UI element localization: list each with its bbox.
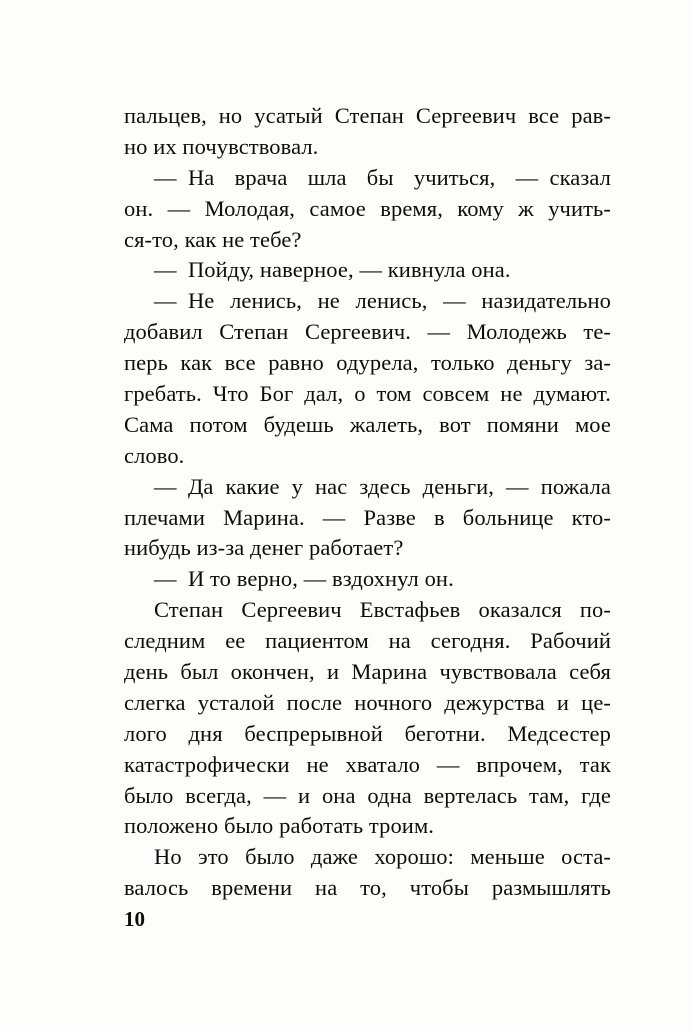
text-line: слово.	[124, 442, 185, 468]
text-line: день был окончен, и Марина чувствовала себя	[124, 659, 611, 685]
text-line: слегка усталой после ночного дежурства и це-	[124, 689, 611, 715]
text-line: лого дня беспрерывной беготни. Медсестер	[124, 720, 611, 746]
text-line: добавил Степан Сергеевич. — Молодежь те-	[124, 319, 611, 345]
text-line: Сама потом будешь жалеть, вот помяни мое	[124, 411, 611, 437]
text-line: было всегда, — и она одна вертелась там, где	[124, 782, 611, 808]
body-text	[124, 101, 611, 904]
text-line: валось времени на то, чтобы размышлять	[124, 875, 611, 901]
text-line: плечами Марина. — Разве в больнице кто-	[124, 504, 611, 530]
text-line: гребать. Что Бог дал, о том совсем не думают.	[124, 381, 611, 407]
text-line: — На врача шла бы учиться, — сказал	[154, 164, 611, 190]
text-line: ся-то, как не тебе?	[124, 226, 302, 252]
text-line: — Да какие у нас здесь деньги, — пожала	[154, 473, 611, 499]
text-line: — И то верно, — вздохнул он.	[154, 566, 454, 592]
text-line: катастрофически не хватало — впрочем, так	[124, 751, 611, 777]
text-line: — Пойду, наверное, — кивнула она.	[154, 257, 511, 283]
text-line: следним ее пациентом на сегодня. Рабочий	[124, 628, 611, 654]
text-line: нибудь из-за денег работает?	[124, 535, 404, 561]
text-line: — Не ленись, не ленись, — назидательно	[154, 288, 611, 314]
text-line: перь как все равно одурела, только деньгу за-	[124, 350, 611, 376]
text-line: Но это было даже хорошо: меньше оста-	[154, 844, 611, 870]
text-line: Степан Сергеевич Евстафьев оказался по-	[154, 597, 611, 623]
page-number: 10	[124, 907, 145, 931]
text-line: но их почувствовал.	[124, 133, 319, 159]
text-line: он. — Молодая, самое время, кому ж учить-	[124, 195, 611, 221]
text-line: положено было работать троим.	[124, 813, 435, 839]
text-line: пальцев, но усатый Степан Сергеевич все рав-	[124, 103, 611, 128]
